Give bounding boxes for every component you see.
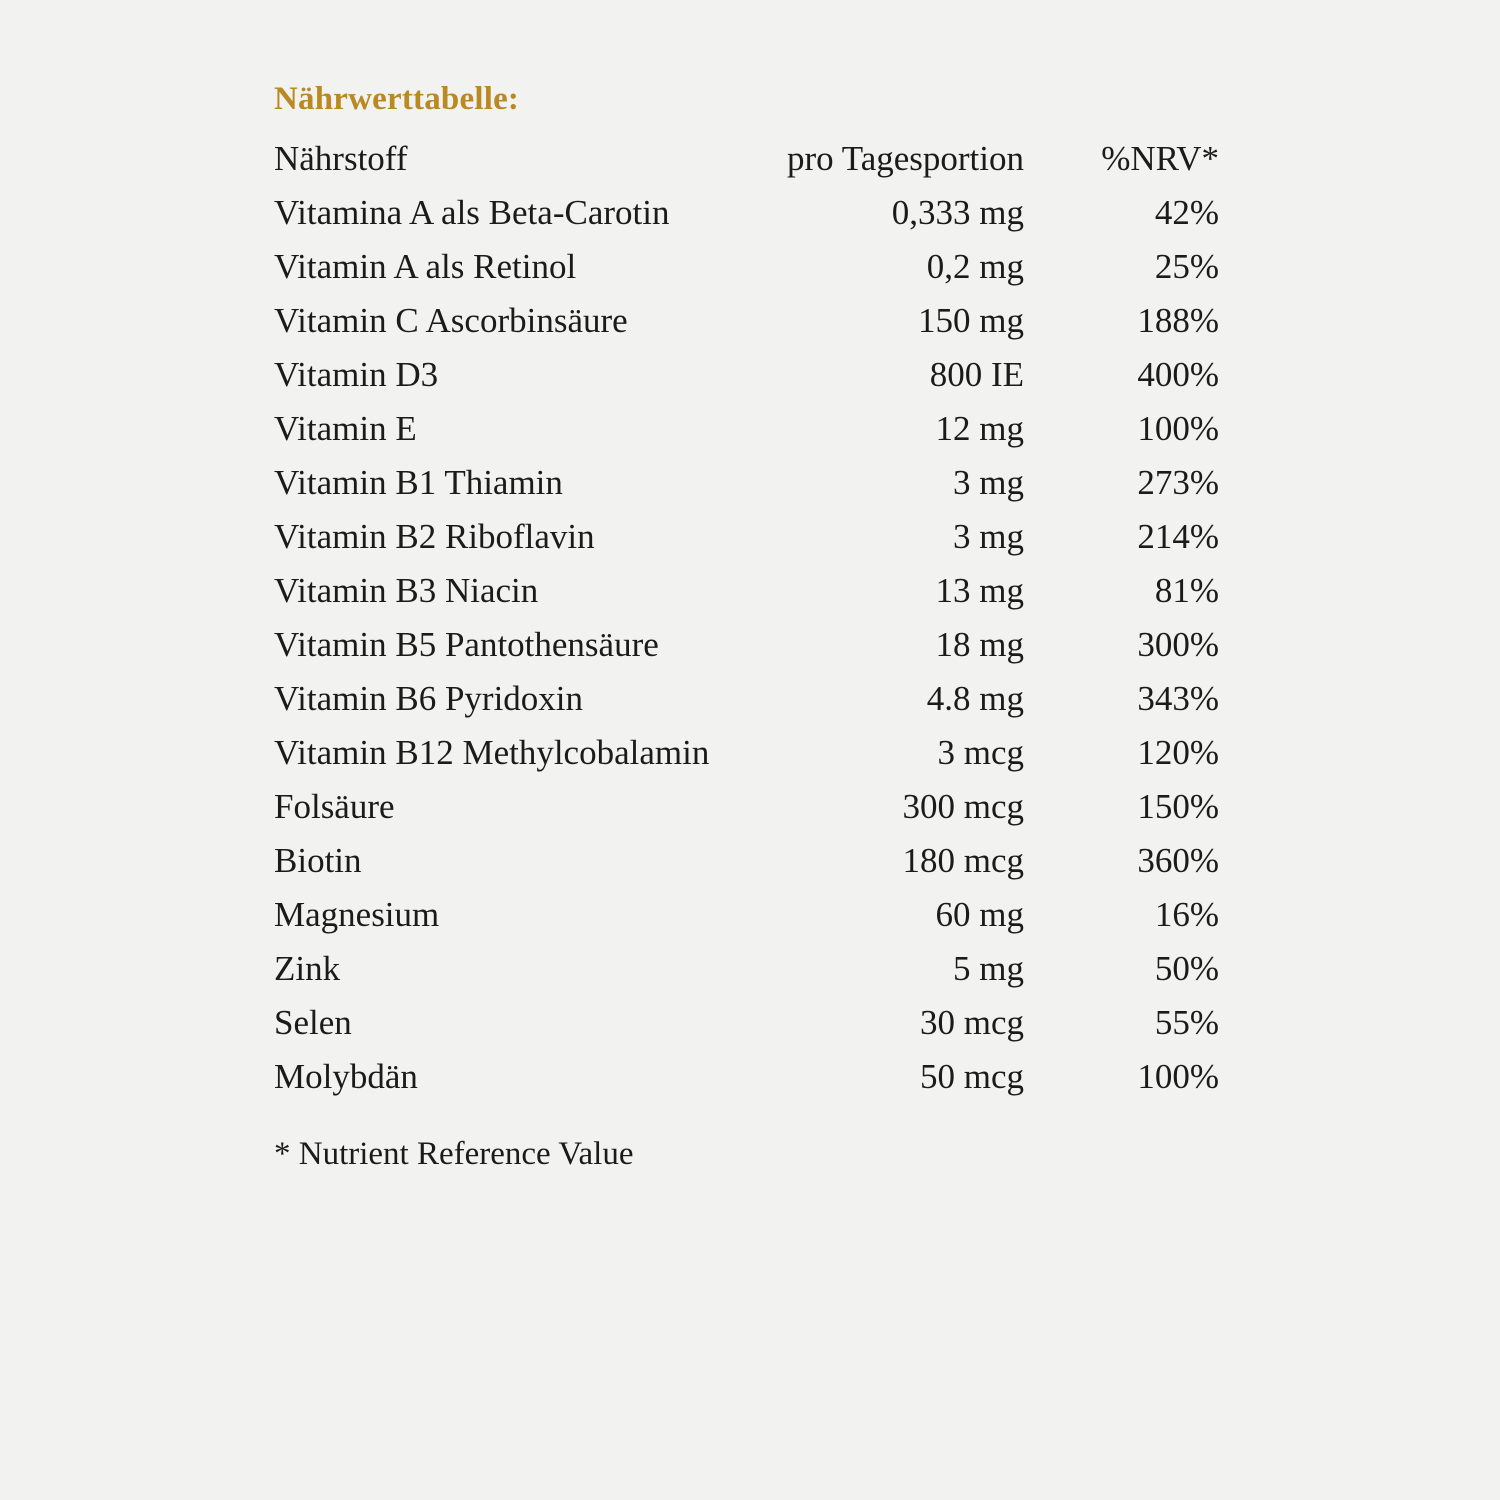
nutrient-name: Vitamin A als Retinol xyxy=(274,246,577,286)
nutrient-name: Vitamin E xyxy=(274,408,417,448)
nutrient-nrv: 50% xyxy=(1154,948,1219,988)
nutrient-nrv: 400% xyxy=(1137,354,1219,394)
nutrient-amount: 0,2 mg xyxy=(926,246,1024,286)
table-row xyxy=(274,834,1219,888)
table-row xyxy=(274,456,1219,510)
footnote: * Nutrient Reference Value xyxy=(274,1135,634,1172)
table-header-row xyxy=(274,132,1219,186)
page-title: Nährwerttabelle: xyxy=(274,81,520,117)
nutrient-nrv: 16% xyxy=(1154,894,1219,934)
nutrient-name: Vitamin B6 Pyridoxin xyxy=(274,678,584,718)
nutrient-name: Biotin xyxy=(274,840,362,880)
nutrient-nrv: 188% xyxy=(1137,300,1219,340)
nutrient-name: Vitamin B3 Niacin xyxy=(274,570,539,610)
nutrient-nrv: 273% xyxy=(1137,462,1219,502)
nutrient-nrv: 81% xyxy=(1154,570,1219,610)
nutrient-name: Selen xyxy=(274,1002,352,1042)
table-row xyxy=(274,348,1219,402)
table-row xyxy=(274,996,1219,1050)
nutrient-nrv: 300% xyxy=(1137,624,1219,664)
nutrient-name: Vitamina A als Beta-Carotin xyxy=(274,192,670,232)
table-row xyxy=(274,618,1219,672)
nutrient-nrv: 150% xyxy=(1137,786,1219,826)
nutrient-nrv: 120% xyxy=(1137,732,1219,772)
nutrient-amount: 3 mg xyxy=(953,462,1024,502)
nutrient-amount: 4.8 mg xyxy=(926,678,1024,718)
nutrient-amount: 60 mg xyxy=(935,894,1024,934)
nutrient-nrv: 100% xyxy=(1137,1056,1219,1096)
table-row xyxy=(274,564,1219,618)
nutrient-amount: 180 mcg xyxy=(902,840,1024,880)
nutrient-amount: 3 mg xyxy=(953,516,1024,556)
table-row xyxy=(274,240,1219,294)
table-row xyxy=(274,726,1219,780)
nutrient-amount: 0,333 mg xyxy=(891,192,1024,232)
document-content xyxy=(274,80,1219,1174)
nutrient-amount: 300 mcg xyxy=(902,786,1024,826)
table-row xyxy=(274,510,1219,564)
nutrient-nrv: 55% xyxy=(1154,1002,1219,1042)
nutrient-amount: 12 mg xyxy=(935,408,1024,448)
nutrient-amount: 50 mcg xyxy=(919,1056,1024,1096)
nutrient-amount: 5 mg xyxy=(953,948,1024,988)
nutrient-nrv: 360% xyxy=(1137,840,1219,880)
nutrient-amount: 30 mcg xyxy=(919,1002,1024,1042)
nutrient-name: Vitamin C Ascorbinsäure xyxy=(274,300,628,340)
nutrient-name: Vitamin B12 Methylcobalamin xyxy=(274,732,710,772)
nutrient-nrv: 100% xyxy=(1137,408,1219,448)
nutrient-name: Vitamin B5 Pantothensäure xyxy=(274,624,659,664)
table-row xyxy=(274,672,1219,726)
nutrient-amount: 800 IE xyxy=(929,354,1024,394)
nutrition-table xyxy=(274,132,1219,1104)
table-body xyxy=(274,186,1219,1104)
column-header-amount: pro Tagesportion xyxy=(786,138,1024,178)
nutrient-name: Folsäure xyxy=(274,786,395,826)
table-row xyxy=(274,942,1219,996)
nutrient-name: Vitamin B1 Thiamin xyxy=(274,462,563,502)
table-row xyxy=(274,186,1219,240)
table-row xyxy=(274,888,1219,942)
table-header xyxy=(274,132,1219,186)
nutrient-name: Magnesium xyxy=(274,894,440,934)
nutrient-name: Molybdän xyxy=(274,1056,418,1096)
nutrient-nrv: 214% xyxy=(1137,516,1219,556)
nutrient-amount: 150 mg xyxy=(918,300,1024,340)
table-row xyxy=(274,1050,1219,1104)
nutrient-name: Zink xyxy=(274,948,341,988)
nutrient-amount: 18 mg xyxy=(935,624,1024,664)
column-header-nutrient: Nährstoff xyxy=(274,138,408,178)
table-row xyxy=(274,402,1219,456)
column-header-nrv: %NRV* xyxy=(1101,138,1219,178)
nutrient-name: Vitamin D3 xyxy=(274,354,439,394)
nutrient-amount: 3 mcg xyxy=(937,732,1024,772)
table-row xyxy=(274,780,1219,834)
nutrient-nrv: 42% xyxy=(1154,192,1219,232)
nutrient-nrv: 25% xyxy=(1154,246,1219,286)
table-row xyxy=(274,294,1219,348)
nutrient-name: Vitamin B2 Riboflavin xyxy=(274,516,595,556)
nutrient-amount: 13 mg xyxy=(935,570,1024,610)
nutrient-nrv: 343% xyxy=(1137,678,1219,718)
